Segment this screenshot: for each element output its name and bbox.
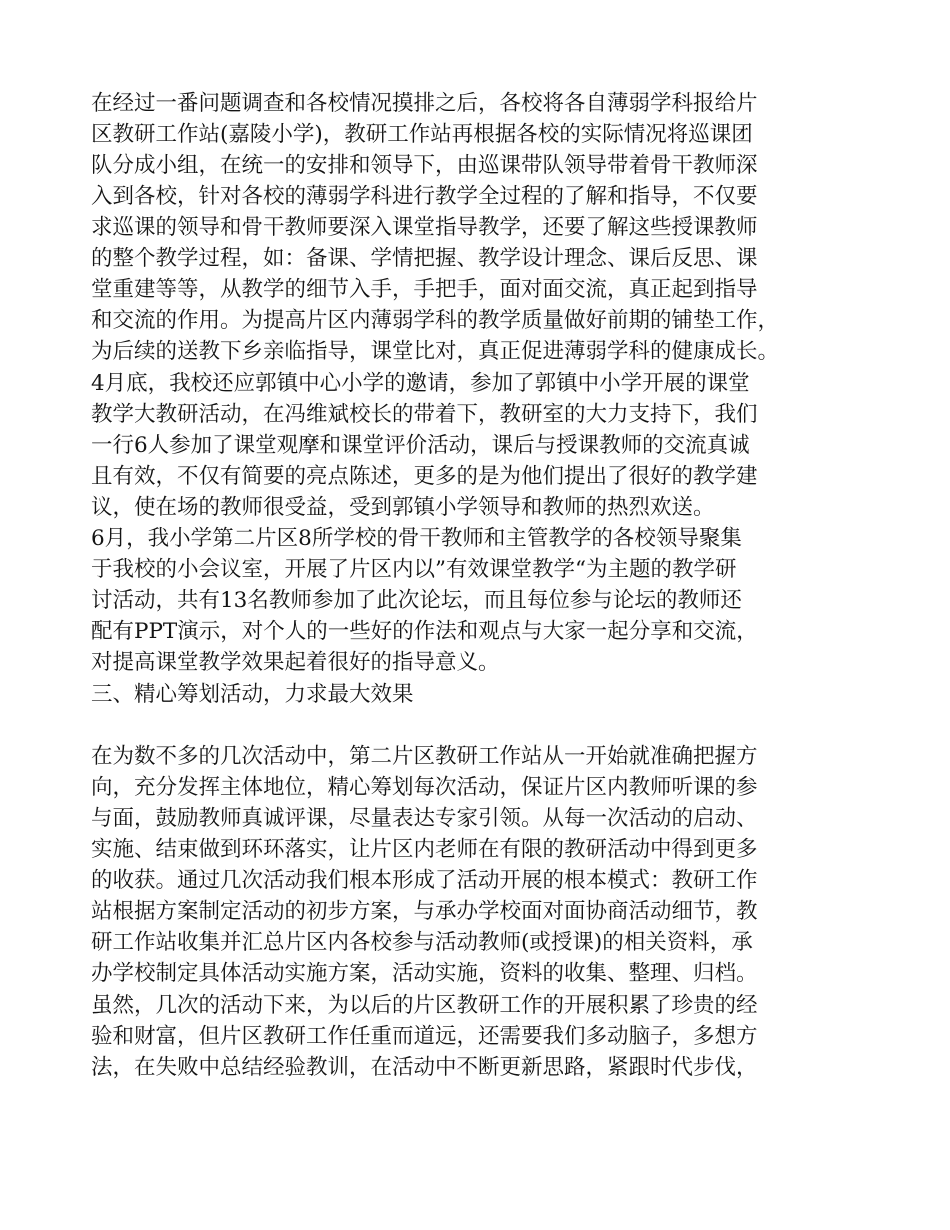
text-line: 讨活动，共有13名教师参加了此次论坛，而且每位参与论坛的教师还 (91, 588, 742, 613)
text-line: 向，充分发挥主体地位，精心筹划每次活动，保证片区内教师听课的参 (91, 775, 758, 800)
text-line: 区教研工作站(嘉陵小学)，教研工作站再根据各校的实际情况将巡课团 (91, 122, 753, 147)
paragraph-conclusion (91, 990, 758, 1083)
text-line: 4月底，我校还应郭镇中心小学的邀请，参加了郭镇中小学开展的课堂 (91, 371, 750, 396)
text-line: 6月，我小学第二片区8所学校的骨干教师和主管教学的各校领导聚集 (91, 526, 742, 551)
text-line: 对提高课堂教学效果起着很好的指导意义。 (91, 650, 500, 675)
text-line: 求巡课的领导和骨干教师要深入课堂指导教学，还要了解这些授课教师 (91, 215, 758, 240)
text-line: 的收获。通过几次活动我们根本形成了活动开展的根本模式：教研工作 (91, 868, 758, 893)
text-line: 配有PPT演示，对个人的一些好的作法和观点与大家一起分享和交流， (91, 619, 758, 644)
text-line: 站根据方案制定活动的初步方案，与承办学校面对面协商活动细节，教 (91, 899, 758, 924)
text-line: 教学大教研活动，在冯维斌校长的带着下，教研室的大力支持下，我们 (91, 402, 758, 427)
text-line: 的整个教学过程，如：备课、学情把握、教学设计理念、课后反思、课 (91, 246, 758, 271)
paragraph-april-activity (91, 368, 758, 523)
text-line: 入到各校，针对各校的薄弱学科进行教学全过程的了解和指导，不仅要 (91, 184, 758, 209)
text-line: 虽然，几次的活动下来，为以后的片区教研工作的开展积累了珍贵的经 (91, 993, 758, 1018)
section-heading (91, 679, 414, 710)
text-line: 和交流的作用。为提高片区内薄弱学科的教学质量做好前期的铺垫工作， (91, 308, 780, 333)
text-line: 研工作站收集并汇总片区内各校参与活动教师(或授课)的相关资料，承 (91, 930, 753, 955)
text-line: 队分成小组，在统一的安排和领导下，由巡课带队领导带着骨干教师深 (91, 153, 758, 178)
text-line: 验和财富，但片区教研工作任重而道远，还需要我们多动脑子，多想方 (91, 1024, 758, 1049)
text-line: 且有效，不仅有简要的亮点陈述，更多的是为他们提出了很好的教学建 (91, 464, 758, 489)
heading-line: 三、精心筹划活动，力求最大效果 (91, 682, 414, 707)
paragraph-june-forum (91, 523, 758, 678)
paragraph-inspection-teams (91, 88, 779, 367)
text-line: 办学校制定具体活动实施方案，活动实施，资料的收集、整理、归档。 (91, 961, 758, 986)
text-line: 实施、结束做到环环落实，让片区内老师在有限的教研活动中得到更多 (91, 837, 758, 862)
text-line: 在为数不多的几次活动中，第二片区教研工作站从一开始就准确把握方 (91, 744, 758, 769)
text-line: 于我校的小会议室，开展了片区内以”有效课堂教学“为主题的教学研 (91, 557, 737, 582)
text-line: 堂重建等等，从教学的细节入手，手把手，面对面交流，真正起到指导 (91, 277, 758, 302)
text-line: 议，使在场的教师很受益，受到郭镇小学领导和教师的热烈欢送。 (91, 495, 715, 520)
text-line: 与面，鼓励教师真诚评课，尽量表达专家引领。从每一次活动的启动、 (91, 806, 758, 831)
text-line: 为后续的送教下乡亲临指导，课堂比对，真正促进薄弱学科的健康成长。 (91, 339, 780, 364)
text-line: 在经过一番问题调查和各校情况摸排之后，各校将各自薄弱学科报给片 (91, 91, 758, 116)
text-line: 法，在失败中总结经验教训，在活动中不断更新思路，紧跟时代步伐， (91, 1055, 758, 1080)
paragraph-activity-planning (91, 741, 758, 989)
text-line: 一行6人参加了课堂观摩和课堂评价活动，课后与授课教师的交流真诚 (91, 433, 750, 458)
